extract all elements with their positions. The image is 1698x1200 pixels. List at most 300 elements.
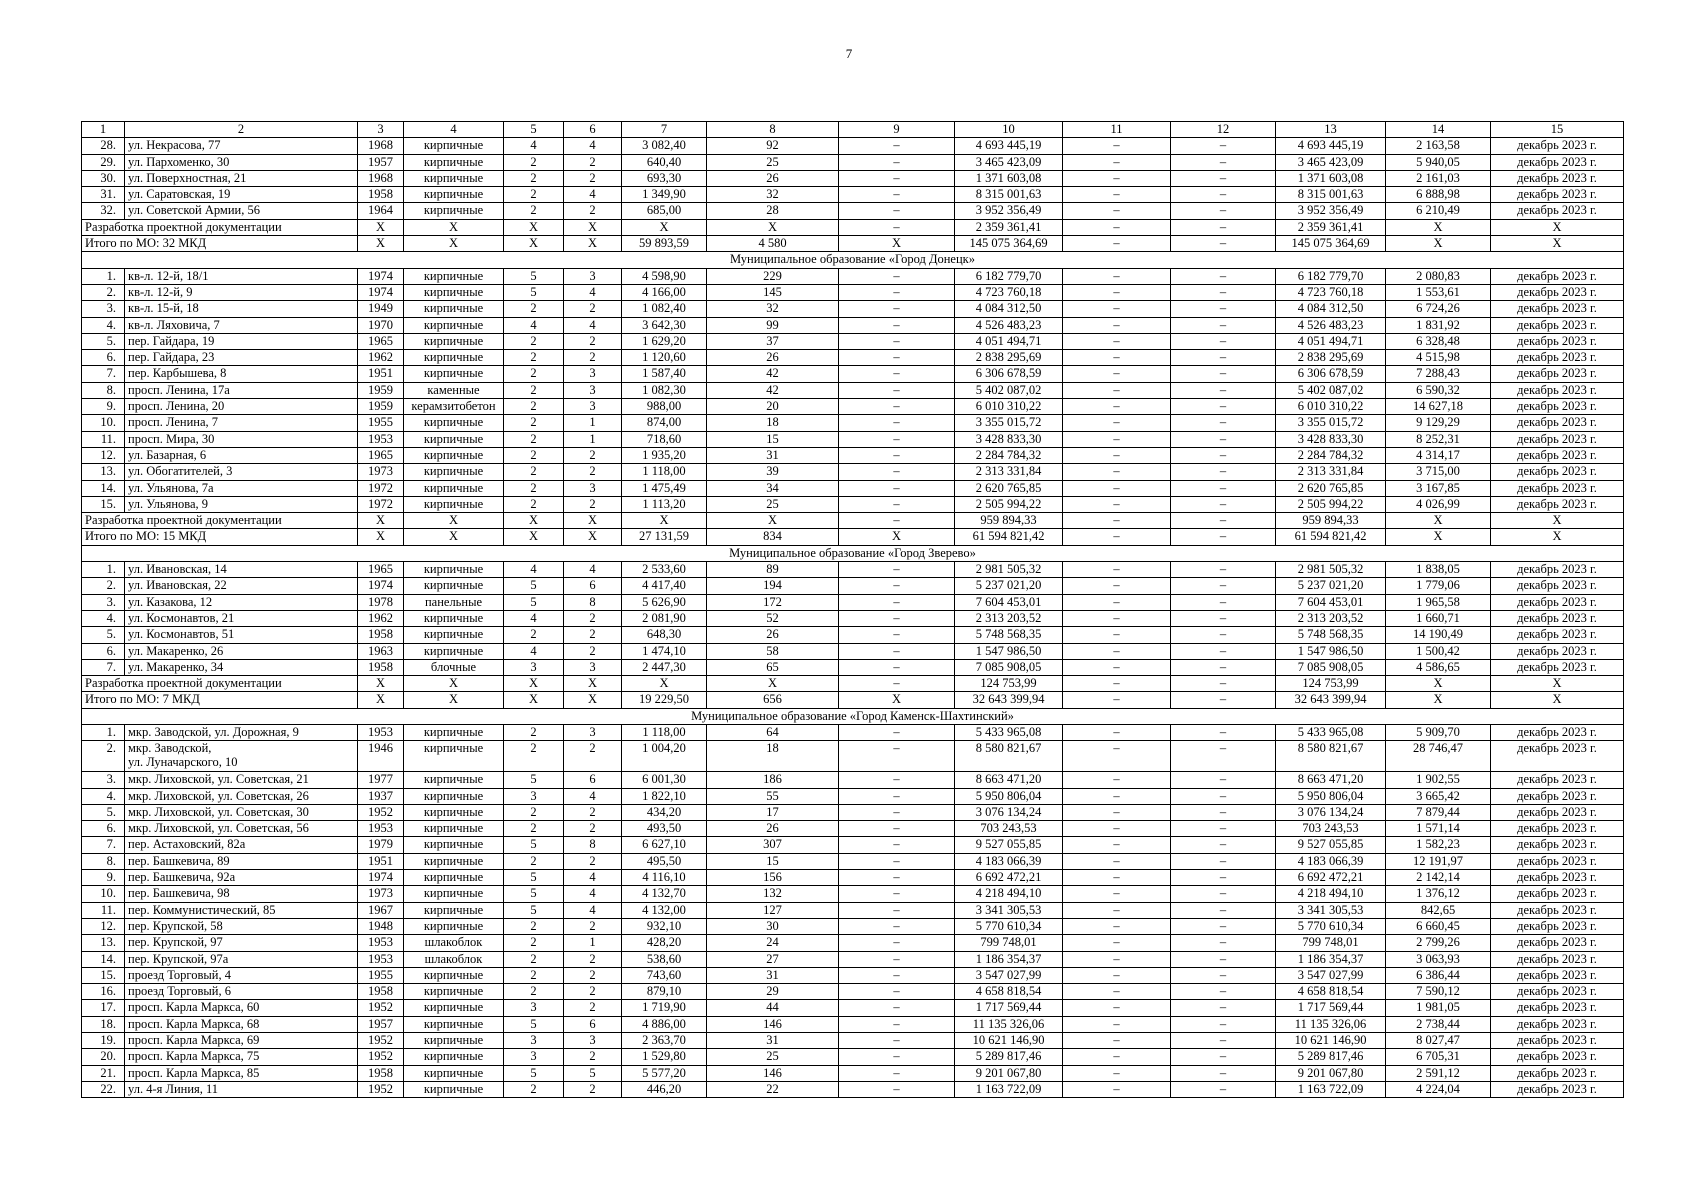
table-cell: – [1171, 935, 1276, 951]
table-cell: 1959 [358, 382, 404, 398]
table-cell: 2 620 765,85 [955, 480, 1063, 496]
table-cell: 1952 [358, 1000, 404, 1016]
table-cell: – [839, 741, 955, 772]
table-cell: 5 [504, 284, 564, 300]
table-cell: X [1491, 529, 1624, 545]
table-cell: 2 [564, 333, 622, 349]
table-cell: 4 218 494,10 [955, 886, 1063, 902]
row-number-cell: 19. [82, 1033, 125, 1049]
table-row [82, 951, 1624, 967]
table-cell: – [839, 415, 955, 431]
table-cell: декабрь 2023 г. [1491, 935, 1624, 951]
table-cell: X [1386, 513, 1491, 529]
row-number-cell: 9. [82, 870, 125, 886]
table-cell: 1 582,23 [1386, 837, 1491, 853]
table-cell: – [1063, 788, 1171, 804]
table-cell: 2 [504, 399, 564, 415]
table-cell: декабрь 2023 г. [1491, 366, 1624, 382]
address-cell: ул. Ульянова, 7а [125, 480, 358, 496]
table-cell: 132 [707, 886, 839, 902]
address-cell: просп. Мира, 30 [125, 431, 358, 447]
table-cell: 7 604 453,01 [1276, 594, 1386, 610]
table-cell: декабрь 2023 г. [1491, 1081, 1624, 1097]
table-cell: X [358, 529, 404, 545]
table-cell: – [1063, 138, 1171, 154]
table-cell: 1953 [358, 821, 404, 837]
table-cell: 32 643 399,94 [955, 692, 1063, 708]
table-cell: – [1063, 268, 1171, 284]
table-cell: X [1491, 676, 1624, 692]
table-cell: 959 894,33 [955, 513, 1063, 529]
row-number-cell: 5. [82, 804, 125, 820]
table-cell: декабрь 2023 г. [1491, 1049, 1624, 1065]
table-cell: – [1063, 317, 1171, 333]
address-cell: просп. Карла Маркса, 69 [125, 1033, 358, 1049]
table-cell: 5 [504, 578, 564, 594]
column-header: 13 [1276, 122, 1386, 138]
table-cell: – [1171, 431, 1276, 447]
table-row [82, 431, 1624, 447]
table-row [82, 366, 1624, 382]
table-cell: 58 [707, 643, 839, 659]
table-cell: 656 [707, 692, 839, 708]
table-cell: кирпичные [404, 578, 504, 594]
table-cell: 6 210,49 [1386, 203, 1491, 219]
table-cell: – [1171, 496, 1276, 512]
table-cell: 1963 [358, 643, 404, 659]
table-cell: 2 [504, 431, 564, 447]
table-cell: 1 004,20 [622, 741, 707, 772]
table-cell: кирпичные [404, 610, 504, 626]
row-number-cell: 31. [82, 187, 125, 203]
table-cell: 1 981,05 [1386, 1000, 1491, 1016]
table-cell: 685,00 [622, 203, 707, 219]
table-cell: кирпичные [404, 301, 504, 317]
table-cell: – [839, 724, 955, 740]
table-cell: – [1171, 902, 1276, 918]
table-cell: декабрь 2023 г. [1491, 496, 1624, 512]
table-cell: 4 116,10 [622, 870, 707, 886]
table-cell: – [839, 676, 955, 692]
table-cell: 1951 [358, 853, 404, 869]
table-cell: 28 [707, 203, 839, 219]
table-cell: 4 051 494,71 [955, 333, 1063, 349]
table-cell: декабрь 2023 г. [1491, 464, 1624, 480]
table-row [82, 301, 1624, 317]
table-cell: 55 [707, 788, 839, 804]
table-cell: 5 [504, 886, 564, 902]
table-cell: 1 113,20 [622, 496, 707, 512]
table-cell: 834 [707, 529, 839, 545]
table-cell: 29 [707, 984, 839, 1000]
table-row [82, 902, 1624, 918]
table-cell: кирпичные [404, 772, 504, 788]
table-cell: 1968 [358, 170, 404, 186]
table-cell: 1959 [358, 399, 404, 415]
table-cell: кирпичные [404, 284, 504, 300]
table-cell: 842,65 [1386, 902, 1491, 918]
table-cell: 3 465 423,09 [1276, 154, 1386, 170]
table-cell: 1952 [358, 1049, 404, 1065]
table-cell: – [839, 643, 955, 659]
table-cell: декабрь 2023 г. [1491, 594, 1624, 610]
table-cell: 3 [564, 268, 622, 284]
table-cell: 5 577,20 [622, 1065, 707, 1081]
table-cell: 1 547 986,50 [1276, 643, 1386, 659]
table-cell: 5 [504, 1016, 564, 1032]
table-cell: 2 [564, 967, 622, 983]
table-cell: – [1063, 301, 1171, 317]
table-cell: 8 315 001,63 [955, 187, 1063, 203]
table-cell: кирпичные [404, 562, 504, 578]
address-cell: ул. Саратовская, 19 [125, 187, 358, 203]
table-cell: – [839, 837, 955, 853]
table-cell: 2 [504, 382, 564, 398]
address-cell: просп. Карла Маркса, 75 [125, 1049, 358, 1065]
table-row [82, 772, 1624, 788]
table-cell: – [839, 1000, 955, 1016]
table-cell: 2 [564, 984, 622, 1000]
table-cell: 52 [707, 610, 839, 626]
table-cell: – [839, 578, 955, 594]
table-cell: 2 [504, 464, 564, 480]
table-cell: кирпичные [404, 724, 504, 740]
table-cell: 4 314,17 [1386, 447, 1491, 463]
table-cell: – [839, 170, 955, 186]
table-cell: – [1063, 643, 1171, 659]
table-cell: кирпичные [404, 366, 504, 382]
table-cell: 2 799,26 [1386, 935, 1491, 951]
table-cell: 31 [707, 1033, 839, 1049]
table-cell: 8 663 471,20 [1276, 772, 1386, 788]
row-number-cell: 1. [82, 724, 125, 740]
table-cell: X [358, 513, 404, 529]
column-header: 12 [1171, 122, 1276, 138]
table-cell: 2 [504, 480, 564, 496]
table-cell: 4 598,90 [622, 268, 707, 284]
table-cell: 2 [504, 741, 564, 772]
table-cell: декабрь 2023 г. [1491, 821, 1624, 837]
table-cell: декабрь 2023 г. [1491, 317, 1624, 333]
table-cell: – [839, 187, 955, 203]
row-number-cell: 14. [82, 951, 125, 967]
table-cell: – [1063, 333, 1171, 349]
table-cell: 61 594 821,42 [1276, 529, 1386, 545]
table-cell: X [504, 529, 564, 545]
table-cell: 1 349,90 [622, 187, 707, 203]
table-cell: шлакоблок [404, 951, 504, 967]
table-cell: 1953 [358, 935, 404, 951]
table-cell: 9 201 067,80 [1276, 1065, 1386, 1081]
table-cell: декабрь 2023 г. [1491, 170, 1624, 186]
table-cell: 2 363,70 [622, 1033, 707, 1049]
table-cell: 1 118,00 [622, 464, 707, 480]
table-cell: 2 [564, 853, 622, 869]
table-cell: 3 [504, 788, 564, 804]
row-number-cell: 6. [82, 821, 125, 837]
table-cell: 8 252,31 [1386, 431, 1491, 447]
table-cell: 25 [707, 154, 839, 170]
table-cell: 4 723 760,18 [1276, 284, 1386, 300]
table-cell: 2 [504, 301, 564, 317]
address-cell: просп. Ленина, 20 [125, 399, 358, 415]
table-cell: – [1063, 772, 1171, 788]
table-cell: декабрь 2023 г. [1491, 951, 1624, 967]
table-cell: – [1171, 676, 1276, 692]
table-cell: 4 [564, 886, 622, 902]
table-cell: 1 082,40 [622, 301, 707, 317]
table-cell: 8 027,47 [1386, 1033, 1491, 1049]
summary-row [82, 692, 1624, 708]
table-cell: 5 909,70 [1386, 724, 1491, 740]
row-number-cell: 3. [82, 772, 125, 788]
table-cell: 20 [707, 399, 839, 415]
table-cell: 693,30 [622, 170, 707, 186]
table-cell: 5 770 610,34 [955, 918, 1063, 934]
table-cell: декабрь 2023 г. [1491, 399, 1624, 415]
table-cell: – [839, 268, 955, 284]
column-header: 2 [125, 122, 358, 138]
table-cell: 6 [564, 772, 622, 788]
table-cell: 2 [504, 170, 564, 186]
table-cell: 4 [564, 562, 622, 578]
table-cell: 2 [504, 187, 564, 203]
table-cell: – [1171, 967, 1276, 983]
table-cell: 30 [707, 918, 839, 934]
row-number-cell: 2. [82, 741, 125, 772]
table-cell: – [1171, 268, 1276, 284]
table-cell: X [404, 219, 504, 235]
table-cell: X [1386, 692, 1491, 708]
table-cell: X [504, 692, 564, 708]
table-cell: 31 [707, 967, 839, 983]
summary-row [82, 219, 1624, 235]
table-cell: – [1171, 480, 1276, 496]
table-row [82, 1016, 1624, 1032]
table-cell: 1953 [358, 724, 404, 740]
table-cell: 799 748,01 [955, 935, 1063, 951]
address-cell: пер. Крупской, 97 [125, 935, 358, 951]
table-row [82, 984, 1624, 1000]
table-cell: 2 313 203,52 [1276, 610, 1386, 626]
table-cell: 3 [564, 724, 622, 740]
row-number-cell: 2. [82, 284, 125, 300]
table-cell: 428,20 [622, 935, 707, 951]
table-cell: X [404, 676, 504, 692]
table-cell: 2 [564, 951, 622, 967]
table-cell: 3 952 356,49 [1276, 203, 1386, 219]
table-cell: 1977 [358, 772, 404, 788]
table-cell: 5 [504, 1065, 564, 1081]
table-cell: – [1171, 886, 1276, 902]
table-cell: 15 [707, 853, 839, 869]
table-cell: 1965 [358, 562, 404, 578]
table-cell: X [839, 692, 955, 708]
table-cell: – [1171, 513, 1276, 529]
row-number-cell: 2. [82, 578, 125, 594]
table-cell: 5 950 806,04 [1276, 788, 1386, 804]
row-number-cell: 20. [82, 1049, 125, 1065]
table-cell: X [564, 676, 622, 692]
address-cell: ул. Базарная, 6 [125, 447, 358, 463]
table-cell: 4 [504, 610, 564, 626]
table-cell: 4 [564, 138, 622, 154]
table-cell: 5 433 965,08 [1276, 724, 1386, 740]
table-cell: 2 [564, 821, 622, 837]
table-cell: 229 [707, 268, 839, 284]
table-cell: 1974 [358, 268, 404, 284]
table-cell: – [839, 203, 955, 219]
table-cell: 3 063,93 [1386, 951, 1491, 967]
address-cell: пер. Крупской, 97а [125, 951, 358, 967]
row-number-cell: 3. [82, 301, 125, 317]
table-cell: – [1063, 562, 1171, 578]
table-cell: X [1491, 513, 1624, 529]
table-cell: – [1063, 741, 1171, 772]
row-number-cell: 15. [82, 496, 125, 512]
table-cell: 26 [707, 170, 839, 186]
table-cell: – [839, 496, 955, 512]
table-cell: 2 [504, 350, 564, 366]
table-cell: 648,30 [622, 627, 707, 643]
table-cell: 2 284 784,32 [1276, 447, 1386, 463]
table-row [82, 562, 1624, 578]
table-cell: декабрь 2023 г. [1491, 967, 1624, 983]
table-cell: – [839, 967, 955, 983]
table-cell: 9 201 067,80 [955, 1065, 1063, 1081]
table-cell: 2 [564, 154, 622, 170]
table-cell: кирпичные [404, 317, 504, 333]
table-cell: 26 [707, 627, 839, 643]
table-cell: – [1063, 284, 1171, 300]
table-cell: кирпичные [404, 1065, 504, 1081]
table-cell: – [839, 284, 955, 300]
table-cell: 124 753,99 [955, 676, 1063, 692]
table-cell: 1951 [358, 366, 404, 382]
column-header: 11 [1063, 122, 1171, 138]
table-cell: 2 359 361,41 [1276, 219, 1386, 235]
section-header-row [82, 708, 1624, 724]
table-cell: X [622, 513, 707, 529]
table-cell: – [1063, 724, 1171, 740]
table-cell: 6 724,26 [1386, 301, 1491, 317]
table-cell: 2 [564, 203, 622, 219]
table-cell: – [1171, 870, 1276, 886]
table-cell: 1 500,42 [1386, 643, 1491, 659]
table-cell: панельные [404, 594, 504, 610]
table-cell: – [1063, 513, 1171, 529]
page-number: 7 [845, 46, 853, 61]
table-cell: 17 [707, 804, 839, 820]
table-cell: 186 [707, 772, 839, 788]
table-cell: – [1063, 610, 1171, 626]
table-cell: кирпичные [404, 1049, 504, 1065]
table-cell: 25 [707, 496, 839, 512]
table-cell: 4 658 818,54 [1276, 984, 1386, 1000]
table-cell: – [1171, 170, 1276, 186]
table-cell: 3 341 305,53 [1276, 902, 1386, 918]
table-cell: 8 [564, 837, 622, 853]
table-cell: X [1386, 676, 1491, 692]
table-cell: 3 547 027,99 [1276, 967, 1386, 983]
column-header: 1 [82, 122, 125, 138]
row-number-cell: 30. [82, 170, 125, 186]
table-cell: 1 547 986,50 [955, 643, 1063, 659]
table-cell: 703 243,53 [955, 821, 1063, 837]
table-cell: 2 163,58 [1386, 138, 1491, 154]
table-cell: – [1171, 837, 1276, 853]
table-cell: 27 [707, 951, 839, 967]
table-cell: декабрь 2023 г. [1491, 203, 1624, 219]
table-cell: – [1171, 918, 1276, 934]
table-cell: 7 590,12 [1386, 984, 1491, 1000]
table-cell: 538,60 [622, 951, 707, 967]
table-cell: декабрь 2023 г. [1491, 627, 1624, 643]
column-header: 4 [404, 122, 504, 138]
table-cell: 3 355 015,72 [955, 415, 1063, 431]
table-cell: – [839, 138, 955, 154]
address-cell: пер. Гайдара, 23 [125, 350, 358, 366]
table-cell: 718,60 [622, 431, 707, 447]
table-cell: 6 692 472,21 [1276, 870, 1386, 886]
table-cell: 145 075 364,69 [955, 236, 1063, 252]
table-cell: 2 359 361,41 [955, 219, 1063, 235]
table-row [82, 268, 1624, 284]
table-cell: – [1063, 659, 1171, 675]
table-cell: – [1063, 984, 1171, 1000]
table-cell: 1955 [358, 415, 404, 431]
row-number-cell: 1. [82, 268, 125, 284]
table-cell: 4 218 494,10 [1276, 886, 1386, 902]
table-cell: декабрь 2023 г. [1491, 853, 1624, 869]
table-cell: – [1063, 431, 1171, 447]
table-cell: 9 527 055,85 [1276, 837, 1386, 853]
table-cell: 2 313 203,52 [955, 610, 1063, 626]
table-cell: – [839, 154, 955, 170]
table-cell: 4 526 483,23 [1276, 317, 1386, 333]
table-row [82, 627, 1624, 643]
summary-row [82, 676, 1624, 692]
table-cell: 5 289 817,46 [955, 1049, 1063, 1065]
table-cell: – [1171, 594, 1276, 610]
table-cell: – [1063, 1081, 1171, 1097]
table-cell: – [1063, 1000, 1171, 1016]
table-row [82, 788, 1624, 804]
table-row [82, 333, 1624, 349]
address-cell: просп. Карла Маркса, 85 [125, 1065, 358, 1081]
table-cell: – [839, 886, 955, 902]
table-cell: 4 [504, 317, 564, 333]
row-number-cell: 10. [82, 415, 125, 431]
table-cell: X [622, 676, 707, 692]
table-cell: 2 [564, 301, 622, 317]
table-cell: X [839, 236, 955, 252]
table-cell: 2 [564, 447, 622, 463]
address-cell: ул. Ульянова, 9 [125, 496, 358, 512]
table-cell: 5 748 568,35 [1276, 627, 1386, 643]
table-cell: 1 186 354,37 [955, 951, 1063, 967]
table-cell: – [1063, 594, 1171, 610]
table-cell: – [1171, 853, 1276, 869]
table-cell: – [1063, 399, 1171, 415]
table-cell: 1948 [358, 918, 404, 934]
table-cell: 8 [564, 594, 622, 610]
row-number-cell: 7. [82, 366, 125, 382]
address-cell: ул. Обогатителей, 3 [125, 464, 358, 480]
table-row [82, 643, 1624, 659]
table-cell: 3 [504, 1033, 564, 1049]
table-cell: X [564, 236, 622, 252]
